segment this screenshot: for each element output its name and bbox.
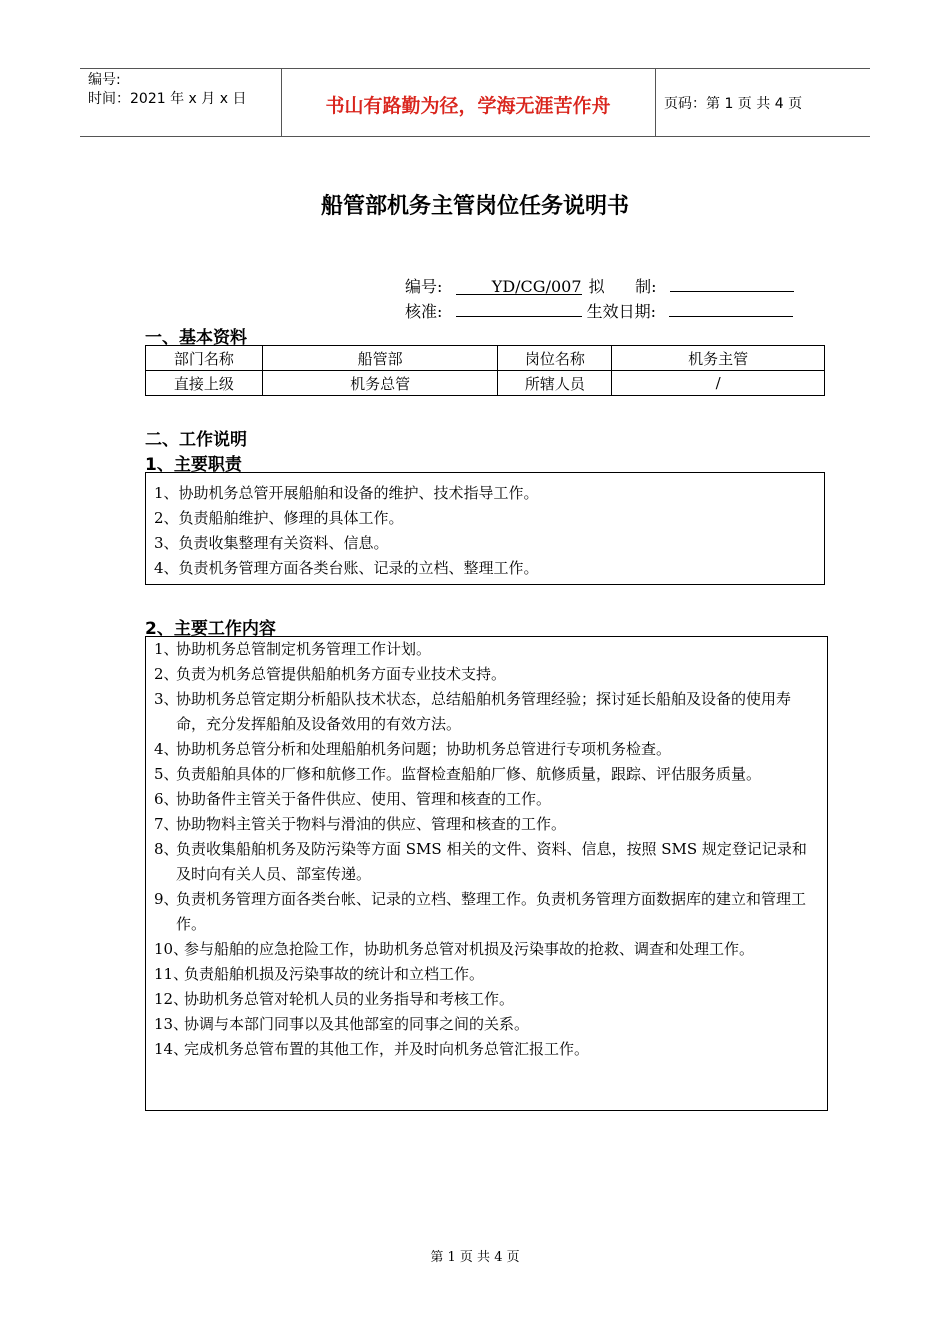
header-bottom-rule — [80, 136, 870, 137]
header-page-info: 页码：第 1 页 共 4 页 — [664, 96, 803, 112]
table-row — [146, 371, 825, 396]
list-item — [146, 887, 819, 937]
table-cell: 船管部 — [262, 346, 498, 371]
list-item-text: 负责船舶机损及污染事故的统计和立档工作。 — [184, 965, 485, 983]
list-item-text: 协助物料主管关于物料与滑油的供应、管理和核查的工作。 — [176, 815, 567, 833]
list-item — [146, 787, 819, 812]
duties-heading: 1、主要职责 — [145, 455, 242, 475]
table-cell: 部门名称 — [146, 346, 263, 371]
list-item-text: 参与船舶的应急抢险工作，协助机务总管对机损及污染事故的抢救、调查和处理工作。 — [184, 940, 755, 958]
list-item — [146, 837, 819, 887]
meta-effective-label: 生效日期: — [586, 302, 656, 321]
list-item-number: 9、 — [154, 890, 179, 908]
section-basic-heading: 一、基本资料 — [145, 328, 247, 348]
table-cell: 直接上级 — [146, 371, 263, 396]
header-left-block — [88, 71, 246, 109]
list-item — [146, 987, 819, 1012]
header-time: 时间：2021 年 x 月 x 日 — [88, 91, 247, 107]
list-item: 3、负责收集整理有关资料、信息。 — [154, 534, 389, 552]
list-item-text: 协助机务总管对轮机人员的业务指导和考核工作。 — [184, 990, 515, 1008]
content-heading: 2、主要工作内容 — [145, 619, 276, 639]
list-item — [146, 812, 819, 837]
list-item — [146, 762, 819, 787]
table-row — [146, 346, 825, 371]
meta-code-text: YD/CG/007 — [491, 277, 582, 296]
list-item-number: 8、 — [154, 840, 179, 858]
list-item-text: 负责船舶具体的厂修和航修工作。监督检查船舶厂修、航修质量，跟踪、评估服务质量。 — [176, 765, 762, 783]
list-item — [146, 1037, 819, 1062]
meta-row-2 — [405, 299, 793, 322]
list-item-number: 10、 — [154, 940, 189, 958]
list-item — [146, 637, 819, 662]
meta-code-value — [456, 277, 582, 295]
header-motto: 书山有路勤为径，学海无涯苦作舟 — [325, 95, 611, 117]
list-item — [146, 1012, 819, 1037]
work-content-box — [145, 636, 828, 1111]
table-cell: / — [612, 371, 825, 396]
list-item-number: 4、 — [154, 740, 179, 758]
list-item-text: 协助机务总管分析和处理船舶机务问题；协助机务总管进行专项机务检查。 — [176, 740, 672, 758]
table-cell: 机务主管 — [612, 346, 825, 371]
list-item: 1、协助机务总管开展船舶和设备的维护、技术指导工作。 — [154, 484, 539, 502]
list-item-number: 11、 — [154, 965, 189, 983]
list-item — [146, 937, 819, 962]
header-code-label: 编号: — [88, 72, 121, 88]
header-divider-right — [655, 68, 656, 136]
list-item: 2、负责船舶维护、修理的具体工作。 — [154, 509, 404, 527]
table-cell: 机务总管 — [262, 371, 498, 396]
basic-info-table — [145, 345, 825, 396]
meta-code-label: 编号: — [405, 277, 443, 296]
list-item — [146, 662, 819, 687]
list-item-text: 负责为机务总管提供船舶机务方面专业技术支持。 — [176, 665, 507, 683]
document-title: 船管部机务主管岗位任务说明书 — [320, 194, 629, 219]
list-item-number: 12、 — [154, 990, 189, 1008]
list-item-number: 14、 — [154, 1040, 189, 1058]
table-cell: 所辖人员 — [498, 371, 612, 396]
list-item-number: 6、 — [154, 790, 179, 808]
header-top-rule — [80, 68, 870, 69]
table-cell: 岗位名称 — [498, 346, 612, 371]
list-item-number: 7、 — [154, 815, 179, 833]
list-item-text: 协调与本部门同事以及其他部室的同事之间的关系。 — [184, 1015, 530, 1033]
meta-drafter-label: 拟 制: — [588, 277, 657, 296]
duties-box — [145, 472, 825, 585]
list-item-text: 完成机务总管布置的其他工作，并及时向机务总管汇报工作。 — [184, 1040, 590, 1058]
list-item — [146, 737, 819, 762]
list-item-text: 协助机务总管定期分析船队技术状态，总结船舶机务管理经验；探讨延长船舶及设备的使用寿命，充分发挥船舶及设备效用的有效方法。 — [176, 690, 792, 733]
list-item-number: 3、 — [154, 690, 179, 708]
list-item: 4、负责机务管理方面各类台账、记录的立档、整理工作。 — [154, 559, 539, 577]
list-item-number: 5、 — [154, 765, 179, 783]
list-item — [146, 962, 819, 987]
list-item-text: 负责机务管理方面各类台帐、记录的立档、整理工作。负责机务管理方面数据库的建立和管理工作。 — [176, 890, 807, 933]
meta-effective-blank — [669, 299, 793, 317]
page-footer: 第 1 页 共 4 页 — [430, 1250, 520, 1265]
list-item-text: 协助备件主管关于备件供应、使用、管理和核查的工作。 — [176, 790, 552, 808]
list-item — [146, 687, 819, 737]
meta-approver-blank — [456, 299, 582, 317]
list-item-number: 1、 — [154, 640, 179, 658]
meta-drafter-blank — [670, 274, 794, 292]
section-work-heading: 二、工作说明 — [145, 430, 247, 450]
list-item-text: 负责收集船舶机务及防污染等方面 SMS 相关的文件、资料、信息，按照 SMS 规定登记记录和及时向有关人员、部室传递。 — [176, 840, 807, 883]
list-item-number: 13、 — [154, 1015, 189, 1033]
meta-approver-label: 核准: — [405, 302, 443, 321]
list-item-number: 2、 — [154, 665, 179, 683]
list-item-text: 协助机务总管制定机务管理工作计划。 — [176, 640, 432, 658]
meta-row-1 — [405, 274, 794, 297]
